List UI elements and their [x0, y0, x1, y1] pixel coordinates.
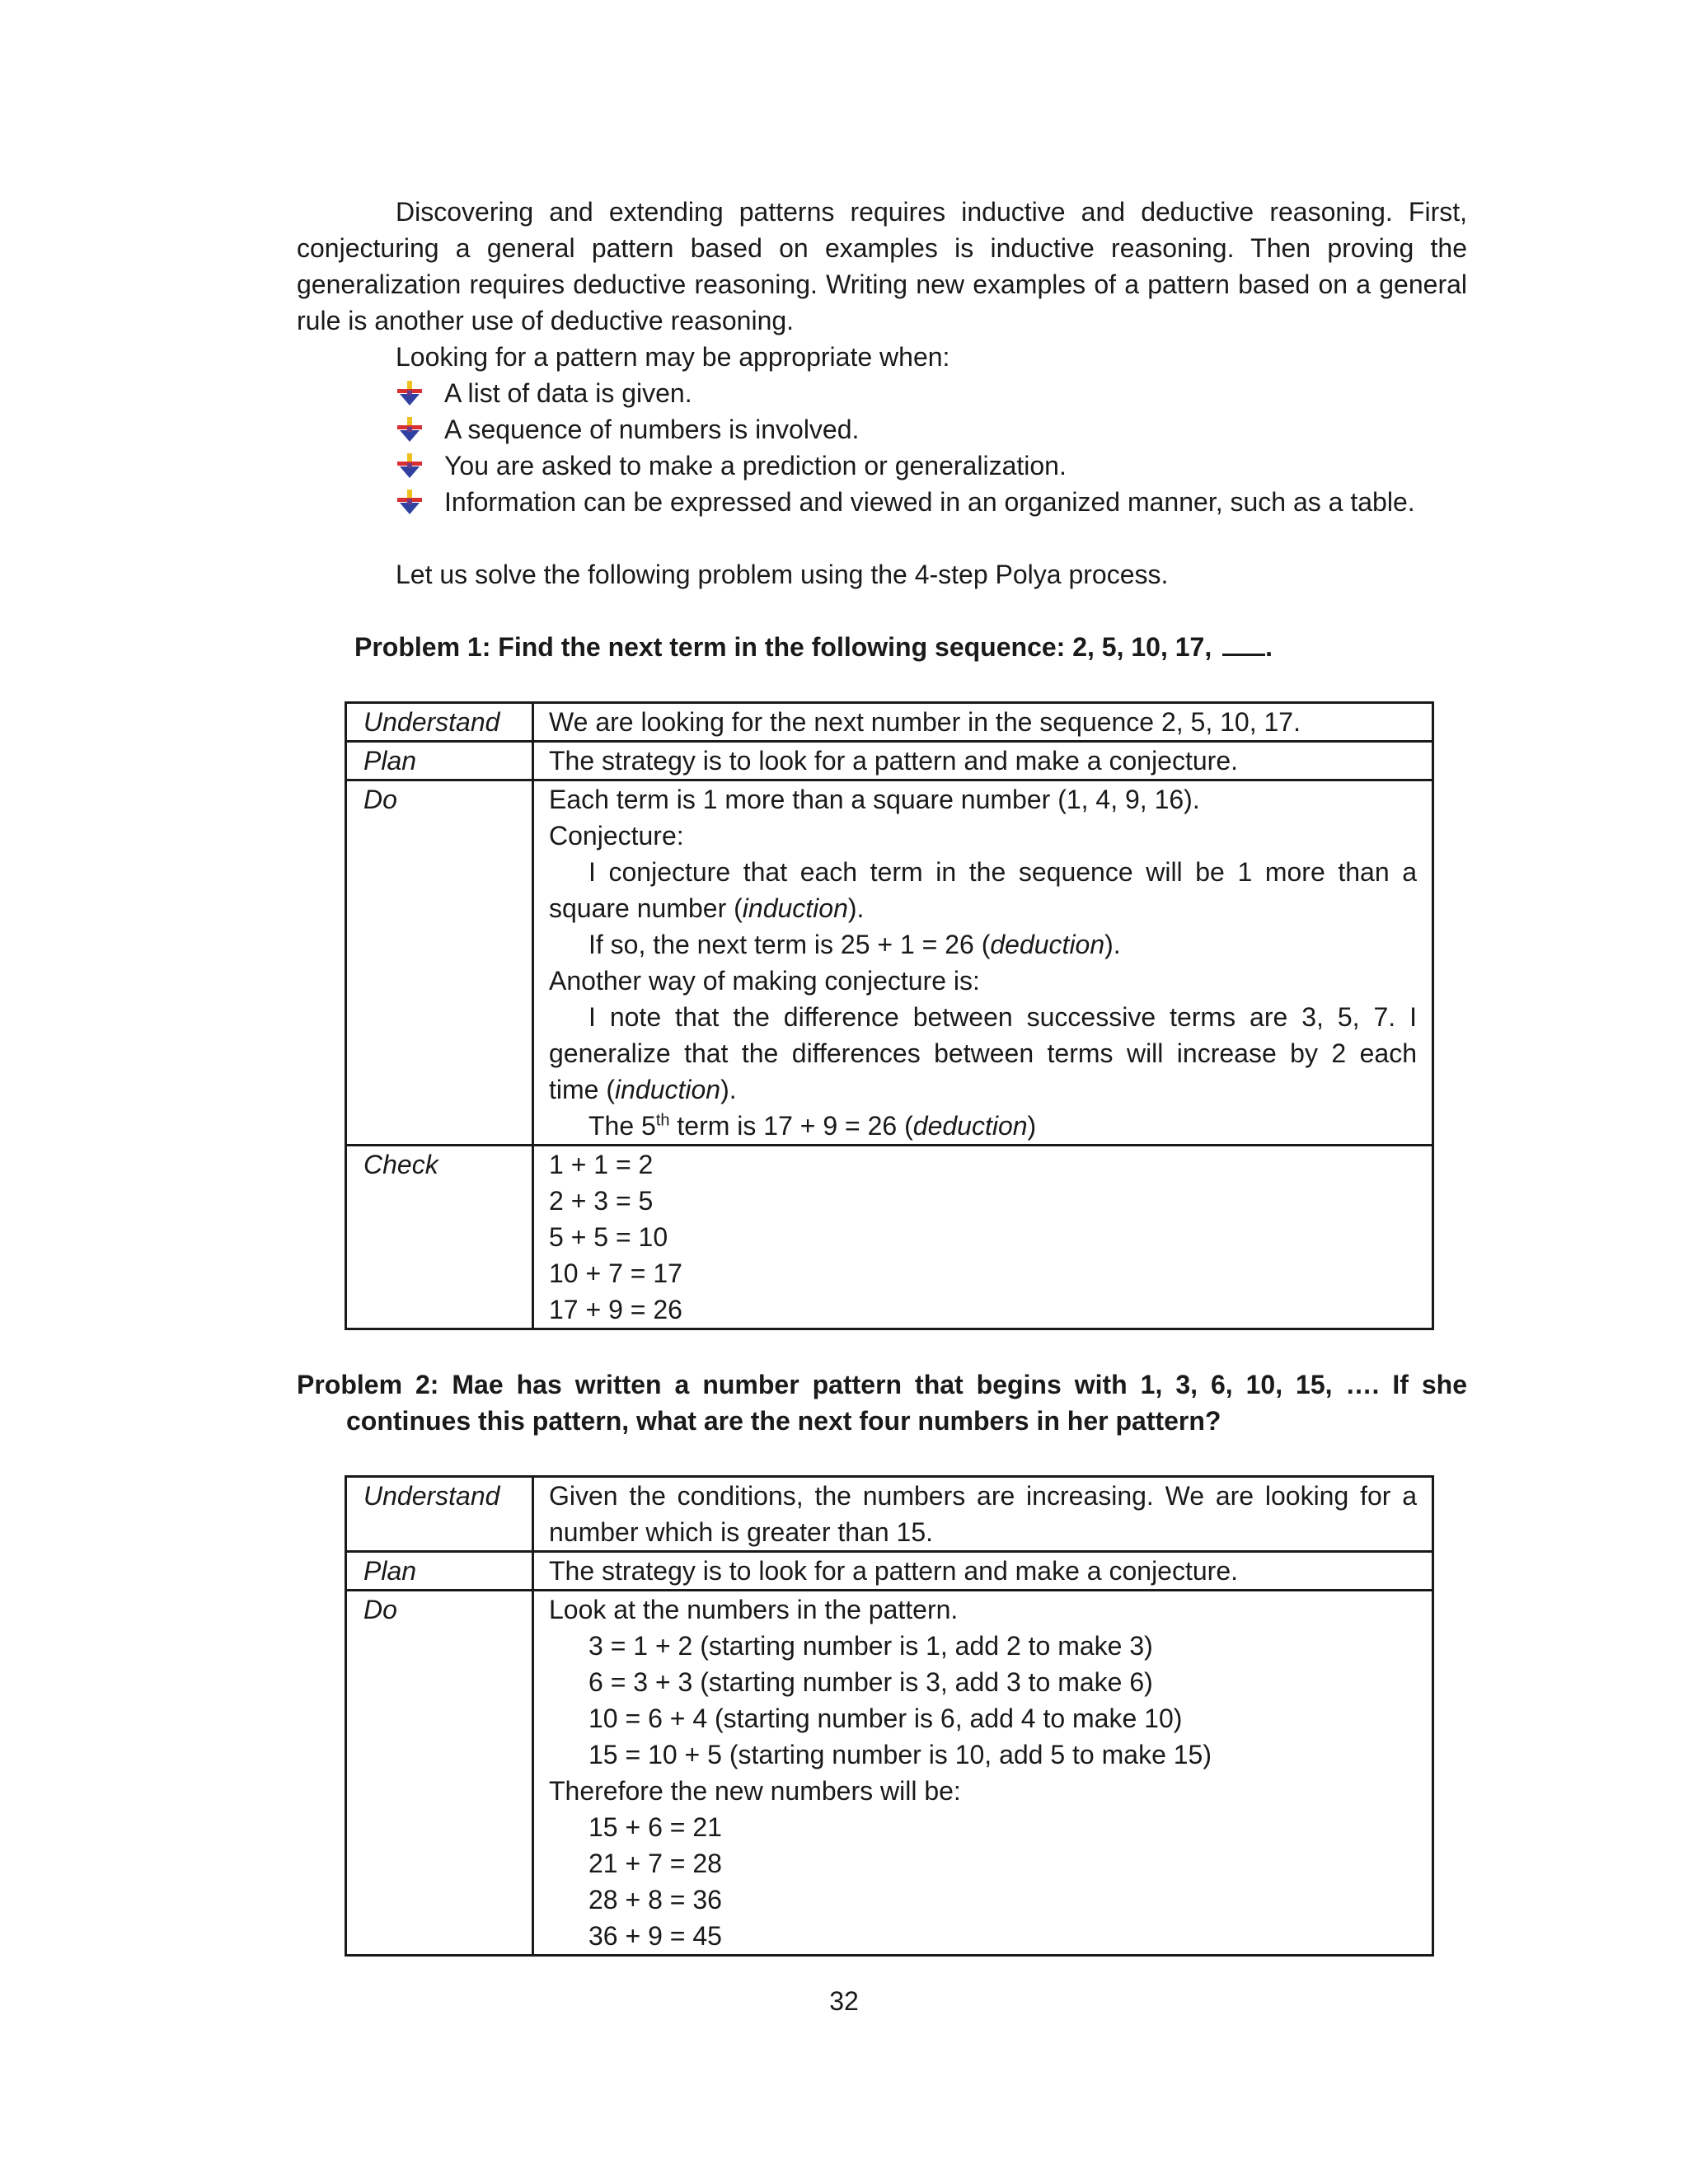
problem2-table	[345, 1475, 1434, 1957]
understand-text: We are looking for the next number in the sequence 2, 5, 10, 17.	[533, 703, 1433, 742]
table-row	[346, 780, 1433, 1146]
page-number: 32	[829, 1986, 859, 2016]
table-row	[346, 703, 1433, 742]
understand-label: Understand	[346, 703, 533, 742]
arrow-down-bullet-icon	[396, 379, 424, 407]
list-item: Information can be expressed and viewed in an organized manner, such as a table.	[396, 484, 1467, 520]
plan-text: The strategy is to look for a pattern and make a conjecture.	[533, 1552, 1433, 1591]
do-text: Each term is 1 more than a square number (1, 4, 9, 16). Conjecture: I conjecture that each term in the sequence will be 1 more than a square number (induction). If so, the next term is 25 + 1 = 26 (deduction). Another way of making conjecture is: I note that the difference between successive terms are 3, 5, 7. I generalize that the differences between terms will increase by 2 each time (induction). The 5th term is 17 + 9 = 26 (deduction)	[533, 780, 1433, 1146]
problem1-title: Problem 1: Find the next term in the following sequence: 2, 5, 10, 17, .	[354, 629, 1467, 665]
list-item: A sequence of numbers is involved.	[396, 411, 1467, 448]
table-row	[346, 1552, 1433, 1591]
arrow-down-bullet-icon	[396, 488, 424, 516]
plan-label: Plan	[346, 742, 533, 780]
table-row	[346, 1146, 1433, 1329]
page-content	[297, 194, 1467, 1957]
do-label: Do	[346, 780, 533, 1146]
answer-blank	[1222, 629, 1265, 656]
arrow-down-bullet-icon	[396, 415, 424, 443]
table-row	[346, 742, 1433, 780]
list-item: A list of data is given.	[396, 375, 1467, 411]
plan-text: The strategy is to look for a pattern and make a conjecture.	[533, 742, 1433, 780]
problem2-title: Problem 2: Mae has written a number pattern that begins with 1, 3, 6, 10, 15, …. If she continues this pattern, what are the next four numbers in her pattern?	[297, 1370, 1467, 1436]
do-text: Look at the numbers in the pattern. 3 = 1 + 2 (starting number is 1, add 2 to make 3) 6 = 3 + 3 (starting number is 3, add 3 to make 6) 10 = 6 + 4 (starting number is 6, add 4 to make 10) 15 = 10 + 5 (starting number is 10, add 5 to make 15) Therefore the new numbers will be: 15 + 6 = 21 21 + 7 = 28 28 + 8 = 36 36 + 9 = 45	[533, 1591, 1433, 1956]
intro-paragraph: Discovering and extending patterns requires inductive and deductive reasoning. First, conjecturing a general pattern based on examples is inductive reasoning. Then proving the generalization requires deductive reasoning. Writing new examples of a pattern based on a general rule is another use of deductive reasoning.	[297, 197, 1467, 335]
table-row	[346, 1591, 1433, 1956]
understand-text: Given the conditions, the numbers are increasing. We are looking for a number which is greater than 15.	[533, 1477, 1433, 1552]
check-text: 1 + 1 = 2 2 + 3 = 5 5 + 5 = 10 10 + 7 = 17 17 + 9 = 26	[533, 1146, 1433, 1329]
check-label: Check	[346, 1146, 533, 1329]
do-label: Do	[346, 1591, 533, 1956]
plan-label: Plan	[346, 1552, 533, 1591]
list-item: You are asked to make a prediction or generalization.	[396, 448, 1467, 484]
looking-for-line: Looking for a pattern may be appropriate when:	[396, 342, 950, 372]
arrow-down-bullet-icon	[396, 452, 424, 480]
understand-label: Understand	[346, 1477, 533, 1552]
problem1-table	[345, 701, 1434, 1330]
table-row	[346, 1477, 1433, 1552]
bullet-list	[297, 375, 1467, 520]
solve-line: Let us solve the following problem using the 4-step Polya process.	[396, 560, 1169, 589]
